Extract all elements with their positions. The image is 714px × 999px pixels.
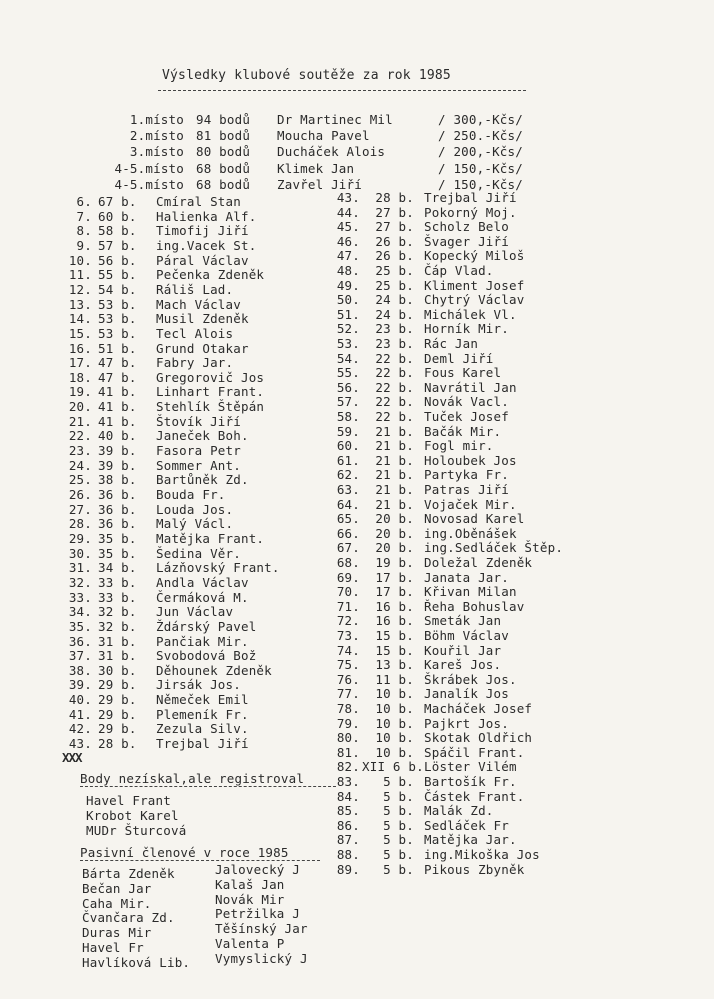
points-value: 60 b. [98, 208, 137, 224]
player-name: Trejbal Jiří [156, 736, 249, 752]
rank-number: 85. [336, 803, 360, 819]
points-value: 36 b. [98, 487, 137, 502]
player-name: Trejbal Jiří [424, 190, 517, 205]
rank-number: 27. [68, 501, 92, 517]
place-label: 1.místo [129, 112, 184, 127]
points-value: 10 b. [375, 701, 414, 716]
points-value: 38 b. [98, 472, 137, 488]
rank-number: 57. [336, 394, 360, 410]
player-name: Timofij Jiří [156, 223, 249, 239]
points-value: 40 b. [98, 428, 137, 444]
player-name: Bouda Fr. [156, 487, 226, 502]
player-name: Fasora Petr [156, 443, 241, 459]
player-name: Macháček Josef [424, 701, 533, 716]
points-value: 5 b. [383, 847, 414, 862]
rank-number: 49. [336, 277, 360, 293]
title-underline [158, 90, 526, 91]
member-name: Petržilka J [215, 906, 300, 922]
member-name: Bárta Zdeněk [82, 866, 175, 881]
player-name: Doležal Zdeněk [424, 555, 533, 570]
rank-number: 14. [68, 311, 92, 327]
points-value: 21 b. [375, 482, 414, 497]
points-value: 15 b. [375, 642, 414, 658]
points-value: 51 b. [98, 340, 137, 356]
rank-number: 75. [336, 657, 360, 673]
rank-number: 45. [336, 219, 360, 235]
player-name: Děhounek Zdeněk [156, 662, 272, 678]
rank-number: 29. [68, 530, 92, 546]
rank-number: 21. [68, 413, 92, 429]
points-value: 21 b. [375, 423, 414, 439]
player-name: Spáčil Frant. [424, 744, 525, 760]
member-name: Jalovecký J [215, 862, 300, 877]
points-value: 34 b. [98, 560, 137, 576]
rank-number: 76. [336, 671, 360, 687]
points-value: 27 b. [375, 219, 414, 235]
rank-number: 12. [68, 281, 92, 297]
member-name: Havel Frant [86, 793, 171, 808]
points-value: 53 b. [98, 296, 137, 312]
member-name: Čvančara Zd. [82, 910, 175, 926]
player-name: Bačák Mir. [424, 423, 502, 439]
points-value: 67 b. [98, 194, 137, 209]
points-value: 10 b. [375, 730, 414, 746]
rank-number: 46. [336, 233, 360, 249]
rank-number: 53. [336, 336, 360, 351]
rank-number: 8. [76, 223, 92, 239]
points-value: 22 b. [375, 350, 414, 366]
rank-number: 79. [336, 715, 360, 731]
place-label: 2.místo [129, 128, 184, 144]
rank-number: 25. [68, 472, 92, 488]
player-name: Scholz Belo [424, 219, 509, 235]
rank-number: 44. [336, 204, 360, 220]
player-name: Zavřel Jiří [277, 176, 362, 192]
points-value: 16 b. [375, 598, 414, 614]
member-name: Caha Mir. [82, 895, 152, 911]
points-value: 13 b. [375, 657, 414, 673]
points-value: 22 b. [375, 409, 414, 424]
rank-number: 43. [336, 190, 360, 205]
player-name: Škrábek Jos. [424, 671, 517, 687]
points-value: 23 b. [375, 336, 414, 351]
player-name: Chytrý Václav [424, 292, 525, 308]
points-value: 33 b. [98, 574, 137, 590]
points-value: 22 b. [375, 394, 414, 410]
player-name: Dr Martinec Mil [277, 112, 393, 127]
player-name: Horník Mir. [424, 321, 509, 337]
member-name: MUDr Šturcová [86, 823, 187, 838]
member-name: Kalaš Jan [215, 876, 285, 892]
no-points-underline [80, 786, 336, 787]
prize-amount: / 250.-Kčs/ [438, 128, 523, 144]
rank-number: 61. [336, 452, 360, 468]
points-value: 41 b. [98, 413, 137, 429]
points-value: 10 b. [375, 744, 414, 760]
player-name: Čáp Vlad. [424, 263, 494, 278]
points-value: 21 b. [375, 496, 414, 512]
rank-number: 87. [336, 832, 360, 848]
rank-number: 86. [336, 817, 360, 833]
points-value: 32 b. [98, 618, 137, 634]
rank-number: 63. [336, 482, 360, 497]
player-name: Švager Jiří [424, 233, 509, 249]
points-value: 5 b. [383, 832, 414, 848]
points-value: 39 b. [98, 443, 137, 459]
points-value: 5 b. [383, 774, 414, 789]
player-name: Löster Vilém [424, 759, 517, 775]
rank-number: 73. [336, 628, 360, 643]
place-label: 3.místo [129, 144, 184, 160]
rank-number: 56. [336, 379, 360, 395]
points-value: 31 b. [98, 648, 137, 664]
rank-number: 65. [336, 511, 360, 527]
place-label: 4-5.místo [114, 160, 184, 176]
rank-number: 67. [336, 540, 360, 556]
points-value: 15 b. [375, 628, 414, 643]
player-name: Rác Jan [424, 336, 479, 351]
rank-number: 70. [336, 584, 360, 600]
points-value: 35 b. [98, 545, 137, 561]
points-value: 17 b. [375, 584, 414, 600]
points-value: 19 b. [375, 555, 414, 570]
player-name: Pečenka Zdeněk [156, 267, 265, 283]
prize-amount: / 150,-Kčs/ [438, 176, 523, 192]
points-value: 17 b. [375, 569, 414, 585]
rank-number: 59. [336, 423, 360, 439]
points-value: 41 b. [98, 399, 137, 415]
rank-number: 88. [336, 847, 360, 862]
prize-amount: / 200,-Kčs/ [438, 144, 523, 160]
player-name: Pajkrt Jos. [424, 715, 509, 731]
rank-number: 11. [68, 267, 92, 283]
rank-number: 30. [68, 545, 92, 561]
player-name: Mach Václav [156, 296, 241, 312]
points-value: 55 b. [98, 267, 137, 283]
player-name: Janata Jar. [424, 569, 509, 585]
rank-number: 16. [68, 340, 92, 356]
points-value: 81 bodů [196, 128, 251, 144]
points-value: 39 b. [98, 457, 137, 473]
player-name: Bartůněk Zd. [156, 472, 249, 488]
rank-number: 78. [336, 701, 360, 716]
rank-number: 26. [68, 487, 92, 502]
rank-number: 39. [68, 677, 92, 693]
player-name: Pikous Zbyněk [424, 861, 525, 877]
rank-number: 20. [68, 399, 92, 415]
member-name: Havel Fr [82, 940, 144, 955]
points-value: 25 b. [375, 263, 414, 278]
rank-number: 33. [68, 589, 92, 605]
player-name: Kliment Josef [424, 277, 525, 293]
points-value: 29 b. [98, 677, 137, 693]
rank-number: 62. [336, 467, 360, 483]
prize-amount: / 300,-Kčs/ [438, 112, 523, 127]
rank-number: 22. [68, 428, 92, 444]
points-value: 22 b. [375, 365, 414, 381]
place-label: 4-5.místo [114, 176, 184, 192]
player-name: Smeták Jan [424, 613, 502, 629]
rank-number: 55. [336, 365, 360, 381]
points-value: 21 b. [375, 438, 414, 454]
player-name: Zezula Silv. [156, 721, 249, 737]
points-value: 22 b. [375, 379, 414, 395]
points-value: 29 b. [98, 721, 137, 737]
player-name: Sommer Ant. [156, 457, 241, 473]
rank-number: 36. [68, 633, 92, 649]
member-name: Havlíková Lib. [82, 954, 191, 970]
player-name: Němeček Emil [156, 692, 249, 708]
member-name: Těšínský Jar [215, 921, 308, 937]
player-name: Jirsák Jos. [156, 677, 241, 693]
points-value: 47 b. [98, 369, 137, 385]
rank-number: 9. [76, 237, 92, 253]
player-name: Navrátil Jan [424, 379, 517, 395]
points-value: 29 b. [98, 706, 137, 722]
player-name: Halienka Alf. [156, 208, 257, 224]
rank-number: 37. [68, 648, 92, 664]
rank-number: 83. [336, 774, 360, 789]
player-name: Malý Václ. [156, 516, 234, 532]
rank-number: 84. [336, 788, 360, 804]
member-name: Krobot Karel [86, 808, 179, 823]
rank-number: 28. [68, 516, 92, 532]
points-value: 33 b. [98, 589, 137, 605]
rank-number: 19. [68, 384, 92, 400]
member-name: Valenta P [215, 936, 285, 951]
strikeout-mark: XXX [62, 750, 82, 765]
rank-number: 31. [68, 560, 92, 576]
rank-number: 35. [68, 618, 92, 634]
points-value: 26 b. [375, 248, 414, 264]
rank-number: 77. [336, 686, 360, 702]
player-name: Fous Karel [424, 365, 502, 381]
player-name: Janalík Jos [424, 686, 509, 702]
points-value: 28 b. [98, 736, 137, 752]
points-value: 21 b. [375, 467, 414, 483]
points-value: 47 b. [98, 355, 137, 371]
points-value: 27 b. [375, 204, 414, 220]
points-value: 24 b. [375, 292, 414, 308]
passive-underline [80, 860, 320, 861]
points-value: 68 bodů [196, 176, 251, 192]
points-value: 25 b. [375, 277, 414, 293]
player-name: Sedláček Fr [424, 817, 509, 833]
rank-number: 82. [336, 759, 360, 775]
points-value: 5 b. [383, 861, 414, 877]
player-name: Kouřil Jar [424, 642, 502, 658]
rank-number: 66. [336, 525, 360, 541]
player-name: Tecl Alois [156, 325, 234, 341]
rank-number: 69. [336, 569, 360, 585]
prize-amount: / 150,-Kčs/ [438, 160, 523, 176]
player-name: Novák Vacl. [424, 394, 509, 410]
player-name: Moucha Pavel [277, 128, 370, 144]
points-value: 56 b. [98, 252, 137, 268]
player-name: Řeha Bohuslav [424, 598, 525, 614]
player-name: Malák Zd. [424, 803, 494, 819]
rank-number: 43. [68, 736, 92, 752]
points-value: 32 b. [98, 604, 137, 620]
points-value: 11 b. [375, 671, 414, 687]
player-name: Čermáková M. [156, 589, 249, 605]
points-value: 36 b. [98, 501, 137, 517]
player-name: Lázňovský Frant. [156, 560, 280, 576]
points-value: 16 b. [375, 613, 414, 629]
player-name: Janeček Boh. [156, 428, 249, 444]
rank-number: 40. [68, 692, 92, 708]
points-value: 68 bodů [196, 160, 251, 176]
member-name: Vymyslický J [215, 950, 308, 966]
member-name: Novák Mir [215, 891, 285, 907]
rank-number: 7. [76, 208, 92, 224]
points-value: 94 bodů [196, 112, 251, 127]
player-name: Andla Václav [156, 574, 249, 590]
player-name: Páral Václav [156, 252, 249, 268]
player-name: Deml Jiří [424, 350, 494, 366]
points-value: 20 b. [375, 525, 414, 541]
player-name: Musil Zdeněk [156, 311, 249, 327]
rank-number: 42. [68, 721, 92, 737]
player-name: Patras Jiří [424, 482, 509, 497]
rank-number: 60. [336, 438, 360, 454]
player-name: Grund Otakar [156, 340, 249, 356]
player-name: Böhm Václav [424, 628, 509, 643]
points-value: 54 b. [98, 281, 137, 297]
points-value: 5 b. [383, 803, 414, 819]
points-value: 24 b. [375, 306, 414, 322]
player-name: Ducháček Alois [277, 144, 386, 160]
points-value: 20 b. [375, 540, 414, 556]
points-value: 28 b. [375, 190, 414, 205]
player-name: Kopecký Miloš [424, 248, 525, 264]
player-name: Linhart Frant. [156, 384, 265, 400]
rank-number: 47. [336, 248, 360, 264]
rank-number: 24. [68, 457, 92, 473]
player-name: Klimek Jan [277, 160, 355, 176]
rank-number: 80. [336, 730, 360, 746]
player-name: Kareš Jos. [424, 657, 502, 673]
player-name: Ždárský Pavel [156, 618, 257, 634]
rank-number: 18. [68, 369, 92, 385]
rank-number: 54. [336, 350, 360, 366]
rank-number: 50. [336, 292, 360, 308]
rank-number: 15. [68, 325, 92, 341]
player-name: Partyka Fr. [424, 467, 509, 483]
player-name: Štovík Jiří [156, 413, 241, 429]
player-name: Tuček Josef [424, 409, 509, 424]
player-name: Pokorný Moj. [424, 204, 517, 220]
rank-number: 74. [336, 642, 360, 658]
player-name: Částek Frant. [424, 788, 525, 804]
player-name: Gregorovič Jos [156, 369, 265, 385]
player-name: Svobodová Bož [156, 648, 257, 664]
points-value: 30 b. [98, 662, 137, 678]
rank-number: 58. [336, 409, 360, 424]
player-name: Pančiak Mir. [156, 633, 249, 649]
player-name: Fogl mir. [424, 438, 494, 454]
player-name: Vojaček Mir. [424, 496, 517, 512]
points-value: 57 b. [98, 237, 137, 253]
member-name: Bečan Jar [82, 880, 152, 896]
passive-heading: Pasivní členové v roce 1985 [80, 845, 289, 860]
player-name: Cmíral Stan [156, 194, 241, 209]
rank-number: 32. [68, 574, 92, 590]
points-value: 5 b. [383, 788, 414, 804]
points-value: 36 b. [98, 516, 137, 532]
rank-number: 72. [336, 613, 360, 629]
player-name: Šedina Věr. [156, 545, 241, 561]
rank-number: 13. [68, 296, 92, 312]
points-value: XII 6 b. [362, 759, 424, 775]
player-name: Křivan Milan [424, 584, 517, 600]
rank-number: 68. [336, 555, 360, 570]
points-value: 31 b. [98, 633, 137, 649]
rank-number: 10. [68, 252, 92, 268]
player-name: ing.Oběnášek [424, 525, 517, 541]
player-name: Fabry Jar. [156, 355, 234, 371]
rank-number: 34. [68, 604, 92, 620]
points-value: 29 b. [98, 692, 137, 708]
player-name: Plemeník Fr. [156, 706, 249, 722]
player-name: Bartošík Fr. [424, 774, 517, 789]
points-value: 41 b. [98, 384, 137, 400]
player-name: Louda Jos. [156, 501, 234, 517]
points-value: 21 b. [375, 452, 414, 468]
rank-number: 6. [76, 194, 92, 209]
player-name: ing.Mikoška Jos [424, 847, 540, 862]
points-value: 23 b. [375, 321, 414, 337]
member-name: Duras Mir [82, 925, 152, 941]
no-points-heading: Body nezískal,ale registroval [80, 771, 305, 786]
player-name: Holoubek Jos [424, 452, 517, 468]
player-name: Stehlík Štěpán [156, 399, 265, 415]
player-name: Skotak Oldřich [424, 730, 533, 746]
player-name: ing.Vacek St. [156, 237, 257, 253]
rank-number: 71. [336, 598, 360, 614]
player-name: Jun Václav [156, 604, 234, 620]
rank-number: 38. [68, 662, 92, 678]
points-value: 10 b. [375, 686, 414, 702]
rank-number: 23. [68, 443, 92, 459]
points-value: 20 b. [375, 511, 414, 527]
player-name: Ráliš Lad. [156, 281, 234, 297]
document-title: Výsledky klubové soutěže za rok 1985 [162, 68, 451, 83]
rank-number: 89. [336, 861, 360, 877]
points-value: 26 b. [375, 233, 414, 249]
rank-number: 17. [68, 355, 92, 371]
player-name: ing.Sedláček Štěp. [424, 540, 564, 556]
player-name: Matějka Jar. [424, 832, 517, 848]
points-value: 35 b. [98, 530, 137, 546]
points-value: 5 b. [383, 817, 414, 833]
points-value: 53 b. [98, 311, 137, 327]
player-name: Novosad Karel [424, 511, 525, 527]
points-value: 10 b. [375, 715, 414, 731]
rank-number: 48. [336, 263, 360, 278]
points-value: 53 b. [98, 325, 137, 341]
points-value: 80 bodů [196, 144, 251, 160]
player-name: Matějka Frant. [156, 530, 265, 546]
rank-number: 64. [336, 496, 360, 512]
rank-number: 41. [68, 706, 92, 722]
points-value: 58 b. [98, 223, 137, 239]
rank-number: 51. [336, 306, 360, 322]
player-name: Michálek Vl. [424, 306, 517, 322]
rank-number: 81. [336, 744, 360, 760]
rank-number: 52. [336, 321, 360, 337]
